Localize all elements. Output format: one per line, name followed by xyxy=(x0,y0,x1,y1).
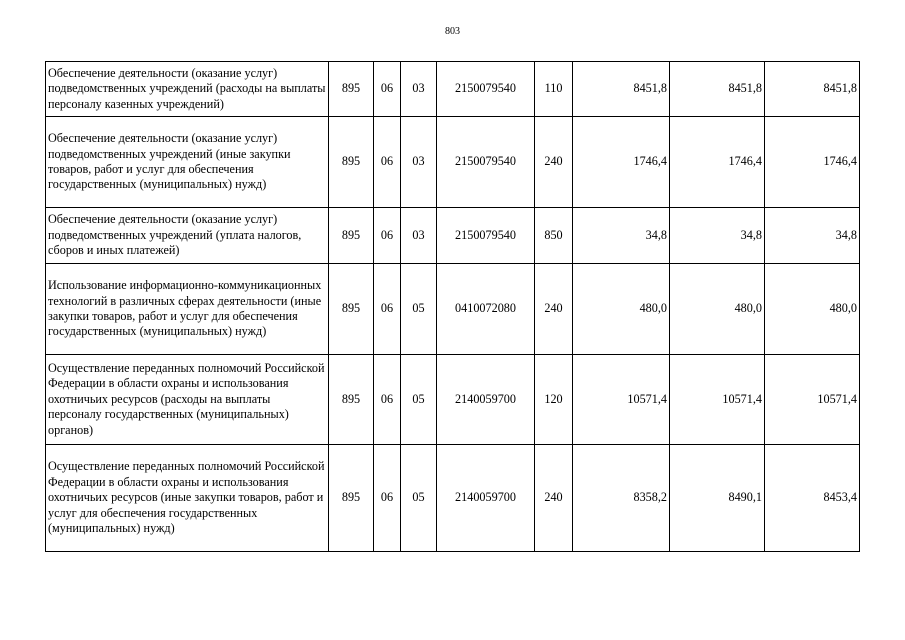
section-code: 06 xyxy=(374,117,401,208)
subsection-code: 03 xyxy=(401,117,437,208)
expense-type-code: 240 xyxy=(535,117,573,208)
section-code: 06 xyxy=(374,62,401,117)
target-article-code: 2140059700 xyxy=(437,445,535,552)
amount-year-2: 34,8 xyxy=(670,208,765,264)
amount-year-3: 34,8 xyxy=(765,208,860,264)
table-row xyxy=(46,445,860,552)
ministry-code: 895 xyxy=(329,264,374,355)
table-row xyxy=(46,117,860,208)
ministry-code: 895 xyxy=(329,445,374,552)
amount-year-1: 8451,8 xyxy=(573,62,670,117)
table-row xyxy=(46,264,860,355)
amount-year-1: 480,0 xyxy=(573,264,670,355)
ministry-code: 895 xyxy=(329,355,374,445)
amount-year-1: 34,8 xyxy=(573,208,670,264)
amount-year-2: 1746,4 xyxy=(670,117,765,208)
ministry-code: 895 xyxy=(329,62,374,117)
amount-year-3: 480,0 xyxy=(765,264,860,355)
target-article-code: 2150079540 xyxy=(437,208,535,264)
subsection-code: 05 xyxy=(401,264,437,355)
subsection-code: 03 xyxy=(401,208,437,264)
row-description: Обеспечение деятельности (оказание услуг) подведомственных учреждений (уплата налогов, сборов и иных платежей) xyxy=(46,208,329,264)
amount-year-3: 1746,4 xyxy=(765,117,860,208)
expense-type-code: 850 xyxy=(535,208,573,264)
row-description: Использование информационно-коммуникационных технологий в различных сферах деятельности (иные закупки товаров, работ и услуг для обеспечения государственных (муниципальных) нужд) xyxy=(46,264,329,355)
subsection-code: 05 xyxy=(401,445,437,552)
target-article-code: 0410072080 xyxy=(437,264,535,355)
subsection-code: 05 xyxy=(401,355,437,445)
amount-year-3: 8451,8 xyxy=(765,62,860,117)
expense-type-code: 240 xyxy=(535,264,573,355)
amount-year-2: 8490,1 xyxy=(670,445,765,552)
ministry-code: 895 xyxy=(329,208,374,264)
subsection-code: 03 xyxy=(401,62,437,117)
amount-year-2: 10571,4 xyxy=(670,355,765,445)
amount-year-2: 480,0 xyxy=(670,264,765,355)
amount-year-1: 10571,4 xyxy=(573,355,670,445)
amount-year-2: 8451,8 xyxy=(670,62,765,117)
target-article-code: 2150079540 xyxy=(437,117,535,208)
target-article-code: 2150079540 xyxy=(437,62,535,117)
row-description: Осуществление переданных полномочий Российской Федерации в области охраны и использования охотничьих ресурсов (иные закупки товаров, работ и услуг для обеспечения государственных (муниципальных) нужд) xyxy=(46,445,329,552)
row-description: Обеспечение деятельности (оказание услуг) подведомственных учреждений (иные закупки товаров, работ и услуг для обеспечения государственных (муниципальных) нужд) xyxy=(46,117,329,208)
section-code: 06 xyxy=(374,264,401,355)
row-description: Осуществление переданных полномочий Российской Федерации в области охраны и использования охотничьих ресурсов (расходы на выплаты персоналу государственных (муниципальных) органов) xyxy=(46,355,329,445)
section-code: 06 xyxy=(374,445,401,552)
expense-type-code: 240 xyxy=(535,445,573,552)
amount-year-3: 10571,4 xyxy=(765,355,860,445)
expense-type-code: 120 xyxy=(535,355,573,445)
amount-year-1: 8358,2 xyxy=(573,445,670,552)
target-article-code: 2140059700 xyxy=(437,355,535,445)
amount-year-3: 8453,4 xyxy=(765,445,860,552)
amount-year-1: 1746,4 xyxy=(573,117,670,208)
page-number: 803 xyxy=(445,26,460,37)
table-row xyxy=(46,208,860,264)
ministry-code: 895 xyxy=(329,117,374,208)
section-code: 06 xyxy=(374,355,401,445)
table-row xyxy=(46,355,860,445)
expense-type-code: 110 xyxy=(535,62,573,117)
section-code: 06 xyxy=(374,208,401,264)
row-description: Обеспечение деятельности (оказание услуг) подведомственных учреждений (расходы на выплаты персоналу казенных учреждений) xyxy=(46,62,329,117)
table-row xyxy=(46,62,860,117)
budget-table xyxy=(45,61,860,552)
